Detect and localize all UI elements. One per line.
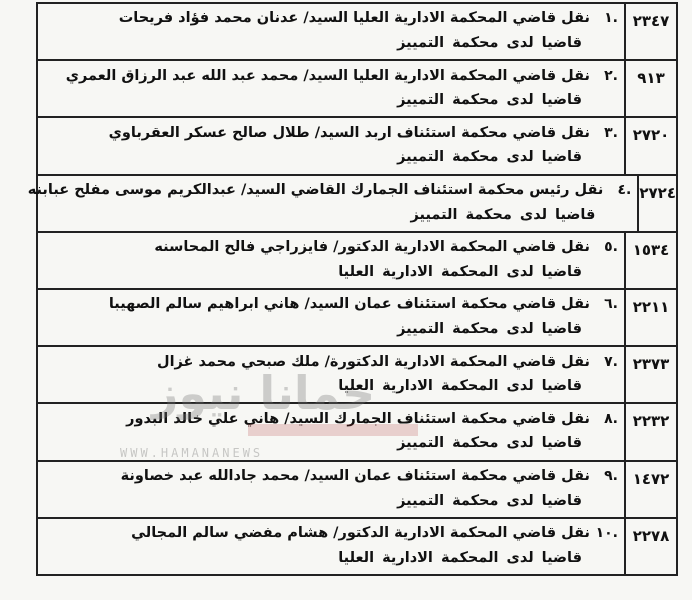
order-number: .٨ (604, 410, 618, 427)
table-row (38, 290, 676, 347)
row-content (38, 118, 624, 173)
destination-text: قاضيا لدى محكمة التمييز (397, 34, 582, 51)
transfer-text: نقل قاضي محكمة استئناف عمان السيد/ محمد جادالله عبد خصاونة (120, 467, 590, 484)
row-content (38, 519, 624, 574)
record-number: ٩١٣ (624, 61, 676, 116)
table-row (27, 176, 676, 233)
transfer-text: نقل قاضي المحكمة الادارية الدكتور/ فايزراجي فالح المحاسنه (154, 239, 590, 256)
record-number: ٢٢١١ (624, 290, 676, 345)
row-content (38, 4, 624, 59)
table-row (38, 118, 676, 175)
transfer-text: نقل قاضي محكمة استئناف اربد السيد/ طلال صالح عسكر العقرباوي (108, 124, 590, 141)
transfer-text: نقل رئيس محكمة استئناف الجمارك القاضي السيد/ عبدالكريم موسى مفلح عبابنه (27, 181, 604, 198)
order-number: .٤ (617, 181, 632, 198)
transfer-table (27, 2, 678, 576)
row-main-line (46, 296, 618, 312)
order-number: .٩ (604, 467, 618, 484)
table-row (38, 61, 676, 118)
transfer-text: نقل قاضي المحكمة الادارية العليا السيد/ محمد عبد الله عبد الرزاق العمري (65, 67, 590, 84)
table-row (38, 4, 676, 61)
row-content (38, 290, 624, 345)
record-number: ٢٢٣٢ (624, 404, 676, 459)
destination-text: قاضيا لدى المحكمة الادارية العليا (338, 263, 582, 280)
row-content (38, 61, 624, 116)
record-number: ٢٣٧٣ (624, 347, 676, 402)
destination-text: قاضيا لدى محكمة التمييز (410, 206, 596, 223)
record-number: ٢٧٢٠ (624, 118, 676, 173)
transfer-text: نقل قاضي محكمة استئناف عمان السيد/ هاني ابراهيم سالم الصهيبا (108, 296, 590, 313)
table-row (38, 233, 676, 290)
row-main-line (46, 525, 618, 541)
destination-text: قاضيا لدى المحكمة الادارية العليا (338, 378, 582, 395)
transfer-text: نقل قاضي المحكمة الادارية العليا السيد/ عدنان محمد فؤاد فريحات (118, 10, 590, 27)
row-main-line (46, 468, 618, 484)
table-row (38, 347, 676, 404)
order-number: .٧ (604, 353, 618, 370)
row-content (38, 462, 624, 517)
destination-text: قاضيا لدى محكمة التمييز (397, 435, 582, 452)
row-main-line (46, 354, 618, 370)
destination-text: قاضيا لدى محكمة التمييز (397, 492, 582, 509)
destination-text: قاضيا لدى محكمة التمييز (397, 149, 582, 166)
order-number: .٥ (604, 239, 618, 256)
row-main-line (46, 10, 618, 26)
table-row (38, 462, 676, 519)
record-number: ٢٧٢٤ (637, 176, 676, 231)
row-main-line (46, 411, 618, 427)
destination-text: قاضيا لدى محكمة التمييز (397, 320, 582, 337)
transfer-text: نقل قاضي محكمة استئناف الجمارك السيد/ هاني علي خالد البدور (126, 410, 590, 427)
order-number: .٣ (604, 124, 618, 141)
record-number: ١٤٧٢ (624, 462, 676, 517)
row-content (38, 347, 624, 402)
watermark-url: WWW.HAMANANEWS (120, 446, 264, 460)
order-number: .١ (604, 10, 618, 27)
row-main-line (46, 239, 618, 255)
row-content (38, 404, 624, 459)
record-number: ٢٣٤٧ (624, 4, 676, 59)
order-number: .١٠ (595, 525, 618, 542)
record-number: ٢٢٧٨ (624, 519, 676, 574)
record-number: ١٥٣٤ (624, 233, 676, 288)
table-row (38, 519, 676, 574)
order-number: .٦ (604, 296, 618, 313)
table-row (38, 404, 676, 461)
transfer-text: نقل قاضي المحكمة الادارية الدكتورة/ ملك صبحي محمد غزال (156, 353, 590, 370)
row-main-line (46, 125, 618, 141)
row-main-line (28, 182, 632, 198)
destination-text: قاضيا لدى محكمة التمييز (397, 92, 582, 109)
order-number: .٢ (604, 67, 618, 84)
row-content (38, 233, 624, 288)
watermark-text: حمانا نيوز (152, 366, 376, 420)
destination-text: قاضيا لدى المحكمة الادارية العليا (338, 549, 582, 566)
row-content (20, 176, 638, 231)
transfer-text: نقل قاضي المحكمة الادارية الدكتور/ هشام مفضي سالم المجالي (131, 525, 590, 542)
row-main-line (46, 68, 618, 84)
